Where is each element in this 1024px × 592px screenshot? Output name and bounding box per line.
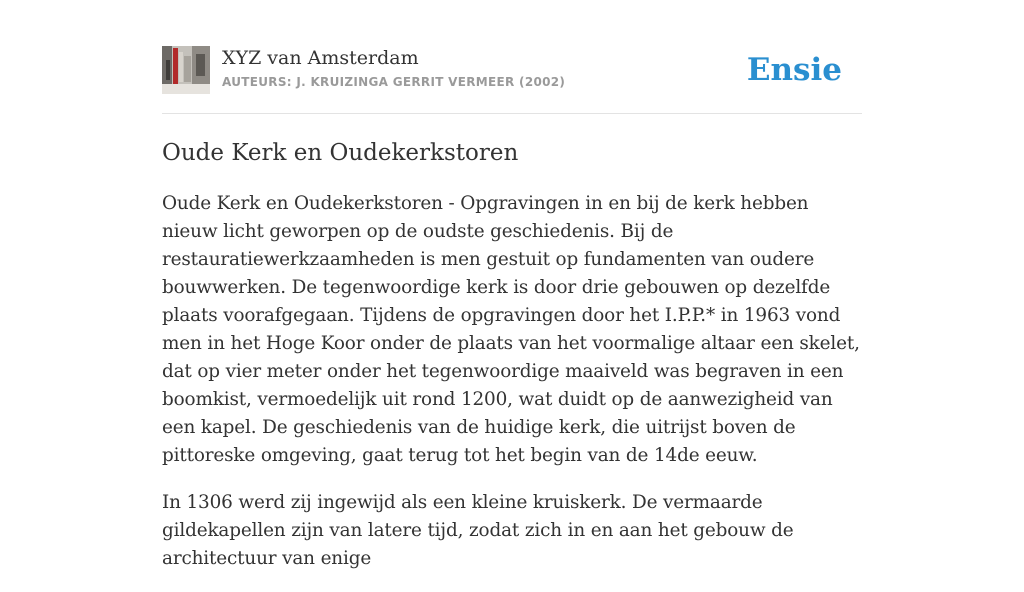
book-authors: AUTEURS: J. KRUIZINGA GERRIT VERMEER (2002) (222, 75, 566, 89)
ensie-logo[interactable]: Ensie (746, 52, 842, 88)
entry-paragraph: In 1306 werd zij ingewijd als een kleine kruiskerk. De vermaarde gildekapellen zijn van latere tijd, zodat zich in en aan het gebouw de architectuur van enige (162, 492, 794, 569)
entry-title: Oude Kerk en Oudekerkstoren (162, 140, 519, 166)
book-title[interactable]: XYZ van Amsterdam (222, 47, 419, 69)
header-divider (162, 113, 862, 114)
book-cover-photo-icon[interactable] (162, 46, 210, 94)
entry-body (162, 190, 864, 592)
book-header (162, 46, 862, 96)
entry-paragraph: Oude Kerk en Oudekerkstoren - Opgravingen in en bij de kerk hebben nieuw licht geworpen op de oudste geschiedenis. Bij de restauratiewerkzaamheden is men gestuit op fundamenten van oudere bouwwerken. De tegenwoordige kerk is door drie gebouwen op dezelfde plaats voorafgegaan. Tijdens de opgravingen door het I.P.P.* in 1963 vond men in het Hoge Koor onder de plaats van het voormalige altaar een skelet, dat op vier meter onder het tegenwoordige maaiveld was begraven in een boomkist, vermoedelijk uit rond 1200, wat duidt op de aanwezigheid van een kapel. De geschiedenis van de huidige kerk, die uitrijst boven de pittoreske omgeving, gaat terug tot het begin van de 14de eeuw. (162, 193, 860, 466)
